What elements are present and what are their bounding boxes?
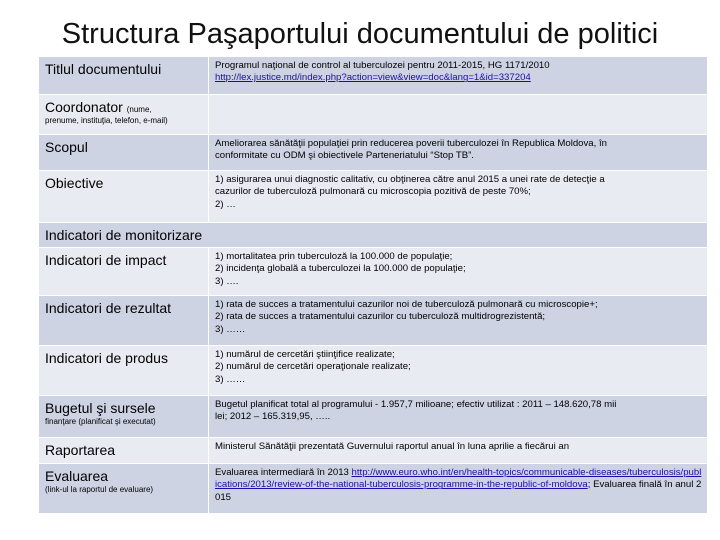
label-impact: Indicatori de impact [39,248,209,296]
table-row-evaluarea [39,464,708,514]
label-titlu: Titlul documentului [39,57,209,95]
evaluarea-text-post: ; Evaluarea finală în anul 2015 [215,479,702,503]
buget-line2: lei; 2012 – 165.319,95, ….. [215,411,331,423]
policy-passport-table [38,56,708,514]
label-coordonator-note: (nume, [126,105,152,114]
coordonator-value[interactable] [209,95,708,135]
table-row-rezultat [39,296,708,346]
impact-line2: 2) incidenţa globală a tuberculozei la 100.000 de populaţie; [215,263,466,275]
table-row-buget [39,396,708,438]
label-coordonator: Coordonator [45,99,123,115]
table-row-monitorizare [39,223,708,248]
scopul-line2: conformitate cu ODM şi obiectivele Parteneriatului “Stop TB”. [215,150,474,162]
impact-line1: 1) mortalitatea prin tuberculoză la 100.000 de populaţie; [215,251,453,262]
table-row-impact [39,248,708,296]
table-row-titlu [39,57,708,95]
produs-line2: 2) numărul de cercetări operaţionale realizate; [215,361,411,373]
label-buget-note: finanţare (planificat şi executat) [45,417,156,426]
produs-line3: 3) …… [215,373,246,385]
raportarea-text: Ministerul Sănătăţii prezentată Guvernului raportul anual în luna aprilie a fiecărui an [209,438,708,464]
section-monitorizare: Indicatori de monitorizare [39,223,708,248]
evaluarea-link[interactable]: http://www.euro.who.int/en/health-topics/communicable-diseases/tuberculosis/publications/2013/review-of-the-national-tuberculosis-programme-in-the-republic-of-moldova [215,467,702,491]
label-rezultat: Indicatori de rezultat [39,296,209,346]
scopul-line1: Ameliorarea sănătăţii populaţiei prin reducerea poverii tuberculozei în Republica Moldova, în [215,138,607,149]
table-row-raportarea [39,438,708,464]
rezultat-line1: 1) rata de succes a tratamentului cazurilor noi de tuberculoză pulmonară cu microscopie+; [215,299,598,310]
table-row-scopul [39,135,708,171]
obiective-line2: cazurilor de tuberculoză pulmonară cu microscopia pozitivă de peste 70%; [215,186,531,198]
produs-line1: 1) numărul de cercetări ştiinţifice realizate; [215,349,395,360]
table-row-produs [39,346,708,396]
buget-line1: Bugetul planificat total al programului - 1.957,7 milioane; efectiv utilizat : 2011 – 148.620,78 mii [215,399,617,410]
titlu-text: Programul naţional de control al tuberculozei pentru 2011-2015, HG 1171/2010 [215,60,550,71]
impact-line3: 3) …. [215,275,239,287]
page-title: Structura Paşaportului documentului de politici [61,18,659,50]
obiective-line3: 2) … [215,198,236,210]
label-produs: Indicatori de produs [39,346,209,396]
rezultat-line2: 2) rata de succes a tratamentului cazurilor cu tuberculoză multidrogrezistentă; [215,311,546,323]
table-row-obiective [39,171,708,223]
titlu-link[interactable]: http://lex.justice.md/index.php?action=view&view=doc&lang=1&id=337204 [215,72,531,84]
label-evaluarea: Evaluarea [45,468,109,484]
rezultat-line3: 3) …… [215,323,246,335]
obiective-line1: 1) asigurarea unui diagnostic calitativ, cu obţinerea către anul 2015 a unei rate de detecţie a [215,174,605,185]
label-buget: Bugetul şi sursele [45,400,156,416]
label-evaluarea-note: (link-ul la raportul de evaluare) [45,485,154,494]
label-coordonator-note2: prenume, instituţia, telefon, e-mail) [45,116,168,125]
label-obiective: Obiective [39,171,209,223]
evaluarea-text-pre: Evaluarea intermediară în 2013 [215,467,352,478]
label-raportarea: Raportarea [39,438,209,464]
label-scopul: Scopul [39,135,209,171]
table-row-coordonator [39,95,708,135]
